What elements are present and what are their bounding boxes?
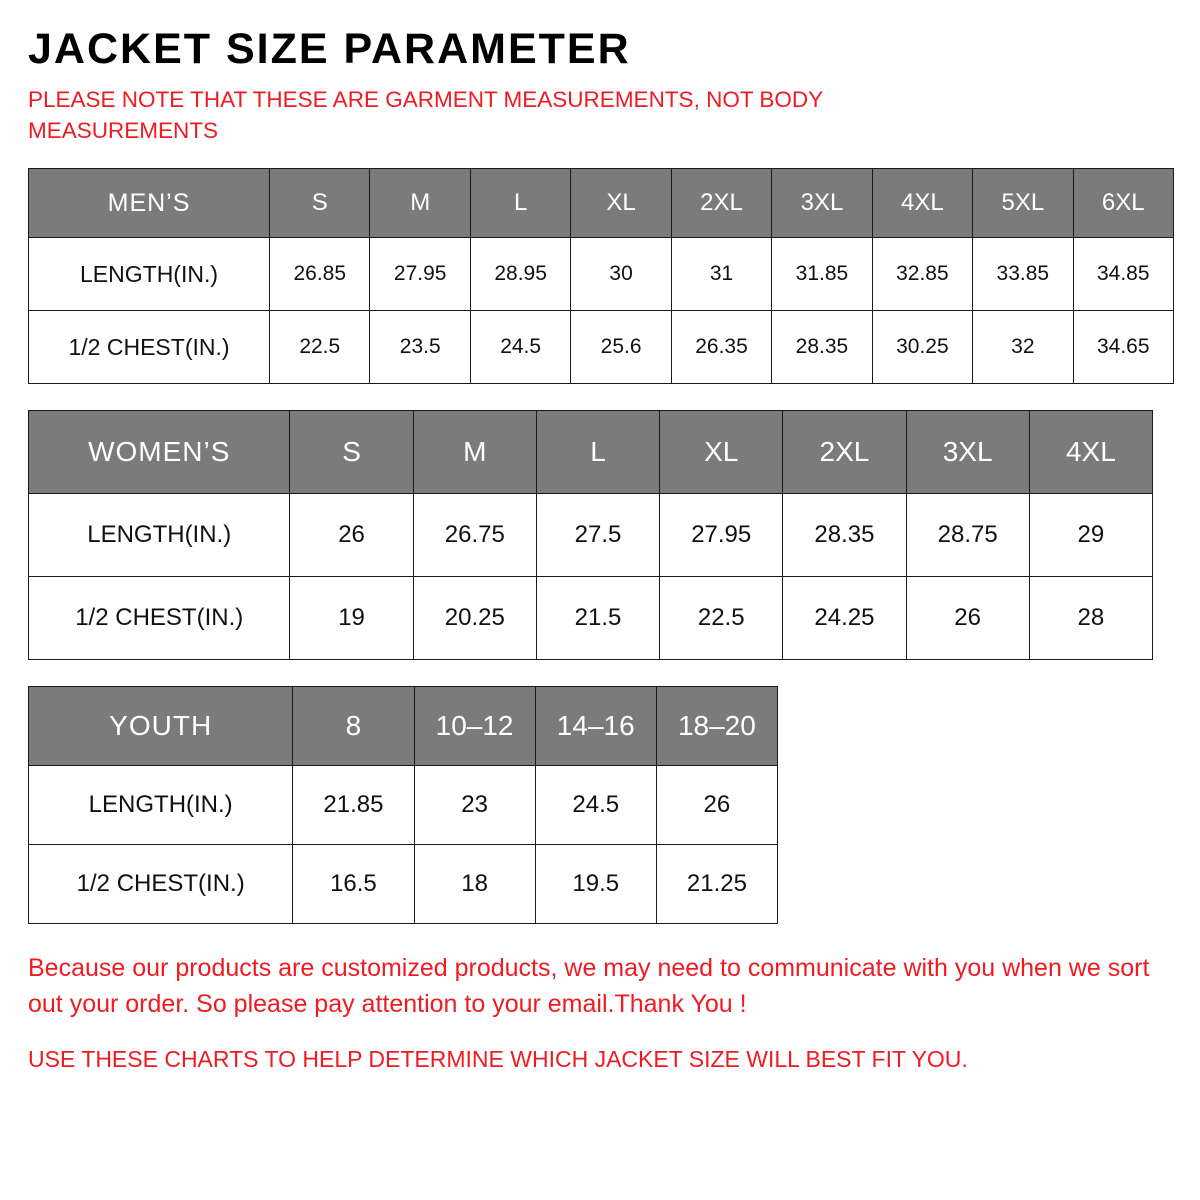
size-header-cell: L (536, 411, 659, 494)
garment-measurement-note: PLEASE NOTE THAT THESE ARE GARMENT MEASUREMENTS, NOT BODY MEASUREMENTS (28, 87, 823, 143)
measurement-cell: 28.35 (772, 311, 872, 384)
table-row (29, 577, 1153, 660)
size-header-cell: 4XL (1029, 411, 1152, 494)
size-header-cell: 6XL (1073, 169, 1173, 238)
measurement-cell: 19.5 (535, 845, 656, 924)
measurement-cell: 20.25 (413, 577, 536, 660)
size-header-cell: S (290, 411, 413, 494)
table-row (29, 845, 778, 924)
size-header-cell: M (370, 169, 470, 238)
measurement-cell: 28.95 (470, 238, 570, 311)
measurement-cell: 30 (571, 238, 671, 311)
measurement-cell: 26.75 (413, 494, 536, 577)
measurement-cell: 19 (290, 577, 413, 660)
measurement-cell: 23.5 (370, 311, 470, 384)
measurement-cell: 27.95 (660, 494, 783, 577)
row-label: LENGTH(IN.) (29, 494, 290, 577)
measurement-cell: 22.5 (660, 577, 783, 660)
measurement-cell: 34.65 (1073, 311, 1173, 384)
table-row (29, 311, 1174, 384)
measurement-cell: 32.85 (872, 238, 972, 311)
measurement-cell: 27.95 (370, 238, 470, 311)
measurement-cell: 16.5 (293, 845, 414, 924)
size-header-cell: M (413, 411, 536, 494)
chart-usage-note: USE THESE CHARTS TO HELP DETERMINE WHICH JACKET SIZE WILL BEST FIT YOU. (28, 1045, 968, 1072)
youth-size-table (28, 686, 778, 924)
row-label: LENGTH(IN.) (29, 766, 293, 845)
size-header-cell: L (470, 169, 570, 238)
measurement-cell: 22.5 (270, 311, 370, 384)
table-header-row (29, 687, 778, 766)
size-header-cell: 14–16 (535, 687, 656, 766)
size-header-cell: S (270, 169, 370, 238)
measurement-cell: 21.25 (656, 845, 777, 924)
size-header-cell: 18–20 (656, 687, 777, 766)
measurement-cell: 33.85 (973, 238, 1073, 311)
measurement-cell: 30.25 (872, 311, 972, 384)
table-row (29, 494, 1153, 577)
size-header-cell: 4XL (872, 169, 972, 238)
row-label: 1/2 CHEST(IN.) (29, 311, 270, 384)
measurement-cell: 32 (973, 311, 1073, 384)
measurement-cell: 23 (414, 766, 535, 845)
measurement-cell: 28.75 (906, 494, 1029, 577)
measurement-cell: 24.5 (535, 766, 656, 845)
measurement-cell: 26 (656, 766, 777, 845)
table-row (29, 766, 778, 845)
mens-size-table (28, 168, 1174, 384)
measurement-cell: 26.85 (270, 238, 370, 311)
size-header-cell: 3XL (772, 169, 872, 238)
measurement-cell: 24.25 (783, 577, 906, 660)
youth-table-label: YOUTH (29, 687, 293, 766)
customization-note: Because our products are customized products, we may need to communicate with you when we sort out your order. So please pay attention to your email.Thank You ! (28, 954, 1150, 1019)
measurement-cell: 31.85 (772, 238, 872, 311)
womens-table-label: WOMEN’S (29, 411, 290, 494)
measurement-cell: 29 (1029, 494, 1152, 577)
measurement-cell: 24.5 (470, 311, 570, 384)
measurement-cell: 26 (290, 494, 413, 577)
mens-table-label: MEN’S (29, 169, 270, 238)
size-header-cell: 3XL (906, 411, 1029, 494)
page-title: JACKET SIZE PARAMETER (28, 25, 631, 73)
measurement-cell: 28.35 (783, 494, 906, 577)
row-label: 1/2 CHEST(IN.) (29, 845, 293, 924)
size-header-cell: 10–12 (414, 687, 535, 766)
table-header-row (29, 169, 1174, 238)
row-label: LENGTH(IN.) (29, 238, 270, 311)
measurement-cell: 18 (414, 845, 535, 924)
measurement-cell: 34.85 (1073, 238, 1173, 311)
measurement-cell: 27.5 (536, 494, 659, 577)
size-header-cell: XL (571, 169, 671, 238)
measurement-cell: 26 (906, 577, 1029, 660)
womens-size-table (28, 410, 1153, 660)
measurement-cell: 21.5 (536, 577, 659, 660)
size-header-cell: 2XL (671, 169, 771, 238)
row-label: 1/2 CHEST(IN.) (29, 577, 290, 660)
table-header-row (29, 411, 1153, 494)
table-row (29, 238, 1174, 311)
size-header-cell: 5XL (973, 169, 1073, 238)
size-header-cell: 2XL (783, 411, 906, 494)
size-header-cell: XL (660, 411, 783, 494)
size-header-cell: 8 (293, 687, 414, 766)
measurement-cell: 31 (671, 238, 771, 311)
measurement-cell: 26.35 (671, 311, 771, 384)
measurement-cell: 21.85 (293, 766, 414, 845)
measurement-cell: 28 (1029, 577, 1152, 660)
measurement-cell: 25.6 (571, 311, 671, 384)
